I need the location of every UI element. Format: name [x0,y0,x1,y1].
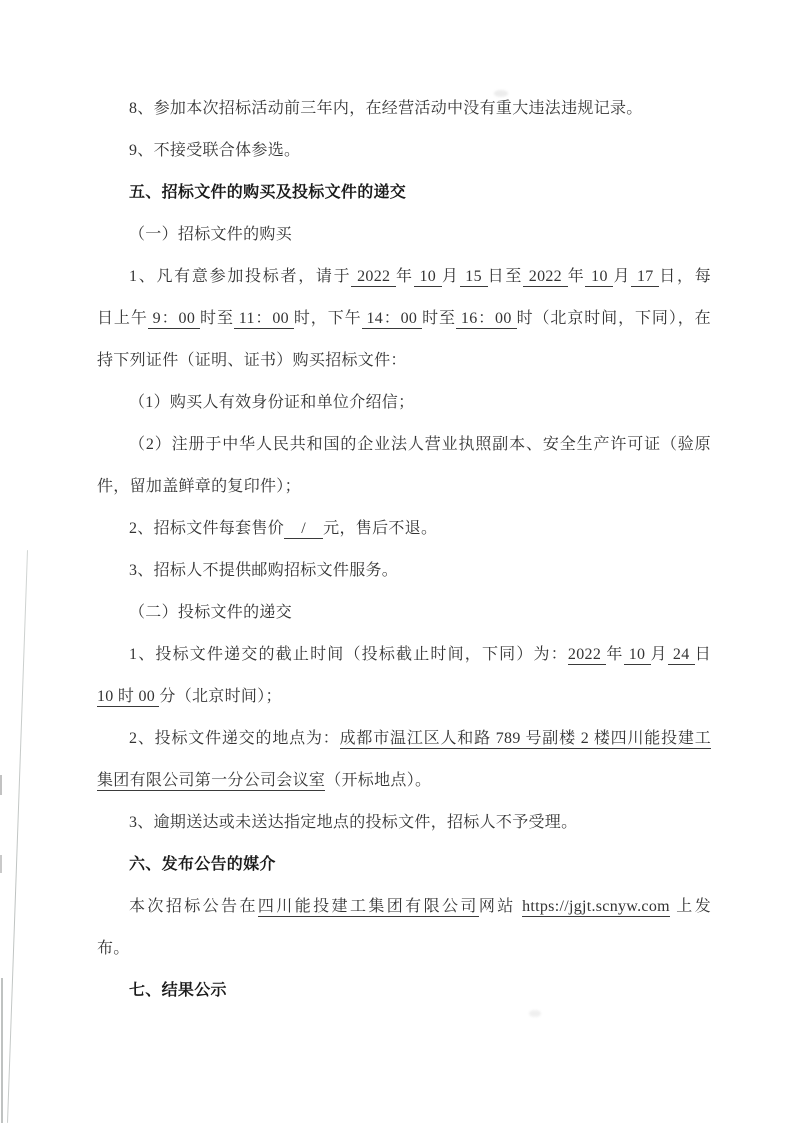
underlined-blank-time: 16：00 [455,310,517,327]
underlined-blank-price: / [284,520,324,537]
underlined-blank-time: 14：00 [361,310,423,327]
text-segment: 1、凡有意参加投标者，请于 [129,268,352,285]
heading-text: 六、发布公告的媒介 [129,856,276,873]
para-cert-2 [97,424,711,466]
text-segment: （一）招标文件的购买 [129,226,293,243]
text-segment: 元，售后不退。 [323,520,438,537]
text-segment: 日，每 [659,268,712,285]
para-submit-location [97,718,711,760]
text-segment: 时，下午 [293,310,362,327]
text-segment: 月 [613,268,632,285]
text-segment: 2、投标文件递交的地点为： [129,730,340,747]
text-segment: 日至 [487,268,524,285]
text-segment: 时至 [200,310,234,327]
underlined-blank-day: 17 [631,268,660,285]
document-body [97,88,711,1012]
text-segment: 年 [396,268,414,285]
para-item-9 [97,130,711,172]
text-segment: 8、参加本次招标活动前三年内，在经营活动中没有重大违法违规记录。 [129,100,643,117]
underlined-address: 集团有限公司第一分公司会议室 [97,772,326,789]
underlined-blank-time: 9：00 [147,310,201,327]
text-segment: 本次招标公告在 [129,898,258,915]
text-segment: 年 [606,646,624,663]
text-segment: 件，留加盖鲜章的复印件）； [97,478,301,495]
heading-text: 五、招标文件的购买及投标文件的递交 [129,184,407,201]
heading-text: 七、结果公示 [129,982,227,999]
underlined-blank-month: 10 [413,268,442,285]
text-segment: 3、招标人不提供邮购招标文件服务。 [129,562,399,579]
para-announcement-media-cont [97,928,711,970]
text-segment: 持下列证件（证明、证书）购买招标文件： [97,352,407,369]
scan-artifact-smudge [494,90,508,97]
para-purchase-time-cont-1 [97,298,711,340]
company-name-underlined: 四川能投建工集团有限公司 [257,898,479,915]
underlined-blank-day: 15 [459,268,488,285]
para-late-submission [97,802,711,844]
text-segment: 2、招标文件每套售价 [129,520,285,537]
scan-artifact-edge-shadow [1,978,3,1123]
text-segment: （2）注册于中华人民共和国的企业法人营业执照副本、安全生产许可证（验原 [129,436,711,453]
para-subsection-2-title [97,592,711,634]
underlined-blank-year: 2022 [351,268,397,285]
para-item-8 [97,88,711,130]
text-segment: 1、投标文件递交的截止时间（投标截止时间，下同）为： [129,646,568,663]
text-segment: 上发 [669,898,711,915]
text-segment: 3、逾期送达或未送达指定地点的投标文件，招标人不予受理。 [129,814,578,831]
para-deadline [97,634,711,676]
underlined-address: 成都市温江区人和路 789 号副楼 2 楼四川能投建工 [339,730,711,747]
text-segment: 时（北京时间，下同），在 [516,310,711,327]
para-cert-2-cont [97,466,711,508]
scan-artifact-smudge [529,1010,541,1017]
underlined-blank-month: 10 [585,268,614,285]
para-subsection-1-title [97,214,711,256]
underlined-blank-day: 24 [667,646,695,663]
para-cert-1 [97,382,711,424]
underlined-blank-time: 11：00 [233,310,294,327]
para-purchase-time [97,256,711,298]
underlined-blank-month: 10 [623,646,651,663]
heading-section-7 [97,970,711,1012]
text-segment: 年 [567,268,586,285]
text-segment: 9、不接受联合体参选。 [129,142,301,159]
heading-section-5 [97,172,711,214]
para-no-mail-service [97,550,711,592]
text-segment: 时至 [422,310,456,327]
website-url: https://jgjt.scnyw.com [522,898,670,915]
underlined-blank-time: 10 时 00 [97,688,160,705]
scan-artifact-dash [0,775,2,795]
underlined-blank-year: 2022 [523,268,568,285]
underlined-blank-year: 2022 [567,646,607,663]
text-segment: （二）投标文件的递交 [129,604,293,621]
heading-section-6 [97,844,711,886]
text-segment: （1）购买人有效身份证和单位介绍信； [129,394,415,411]
scan-artifact-edge-line [7,550,28,1123]
text-segment: 分（北京时间）； [159,688,282,705]
text-segment: 日上午 [97,310,148,327]
para-purchase-time-cont-2 [97,340,711,382]
para-deadline-cont [97,676,711,718]
para-announcement-media [97,886,711,928]
para-doc-price [97,508,711,550]
text-segment: （开标地点）。 [325,772,432,789]
text-segment: 月 [441,268,460,285]
text-segment: 月 [650,646,668,663]
para-submit-location-cont [97,760,711,802]
scan-artifact-dash [0,855,2,873]
text-segment: 布。 [97,940,130,957]
text-segment: 日 [694,646,711,663]
text-segment: 网站 [478,898,523,915]
